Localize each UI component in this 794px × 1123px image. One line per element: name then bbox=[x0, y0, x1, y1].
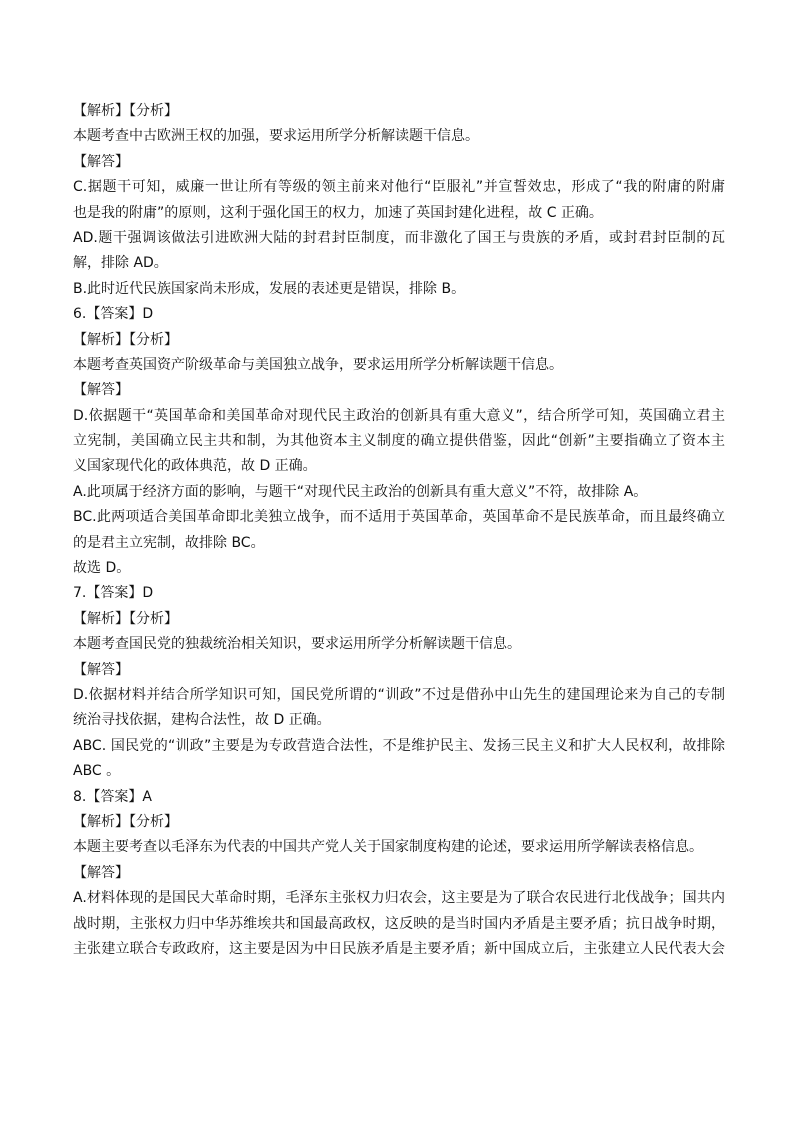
text-line: 【解答】 bbox=[73, 153, 129, 170]
text-line: 【解析】【分析】 bbox=[73, 103, 178, 119]
text-line: 【解析】【分析】 bbox=[73, 610, 178, 627]
text-line: ABC 。 bbox=[73, 763, 121, 780]
text-line: 也是我的附庸”的原则，这利于强化国王的权力，加速了英国封建化进程，故 C 正确。 bbox=[73, 204, 603, 221]
text-line: 战时期，主张权力归中华苏维埃共和国最高政权，这反映的是当时国内矛盾是主要矛盾；抗日战争时期， bbox=[73, 915, 725, 932]
text-line: 解，排除 AD。 bbox=[73, 255, 168, 272]
text-line: 【解答】 bbox=[73, 661, 129, 678]
text-line: 立宪制，美国确立民主共和制，为其他资本主义制度的确立提供借鉴，因此“创新”主要指确立了资本主 bbox=[73, 433, 725, 450]
text-line: 6.【答案】D bbox=[73, 306, 154, 323]
text-line: AD.题干强调该做法引进欧洲大陆的封君封臣制度，而非激化了国王与贵族的矛盾，或封君封臣制的瓦 bbox=[73, 229, 725, 246]
text-line: 本题考查国民党的独裁统治相关知识，要求运用所学分析解读题干信息。 bbox=[73, 636, 521, 653]
text-line: A.材料体现的是国民大革命时期，毛泽东主张权力归农会，这主要是为了联合农民进行北伐战争；国共内 bbox=[73, 890, 725, 907]
text-line: BC.此两项适合美国革命即北美独立战争，而不适用于英国革命，英国革命不是民族革命，而且最终确立 bbox=[73, 509, 725, 526]
text-line: 7.【答案】D bbox=[73, 585, 154, 602]
text-line: 本题考查英国资产阶级革命与美国独立战争，要求运用所学分析解读题干信息。 bbox=[73, 356, 563, 373]
text-line: 的是君主立宪制，故排除 BC。 bbox=[73, 534, 265, 551]
text-line: 主张建立联合专政政府，这主要是因为中日民族矛盾是主要矛盾；新中国成立后，主张建立人民代表大会 bbox=[73, 940, 725, 957]
text-line: B.此时近代民族国家尚未形成，发展的表述更是错误，排除 B。 bbox=[73, 280, 466, 297]
text-line: D.依据材料并结合所学知识可知，国民党所谓的“训政”不过是借孙中山先生的建国理论来为自己的专制 bbox=[73, 686, 725, 703]
text-line: ABC. 国民党的“训政”主要是为专政营造合法性，不是维护民主、发扬三民主义和扩大人民权利，故排除 bbox=[73, 737, 725, 754]
text-line: 统治寻找依据，建构合法性，故 D 正确。 bbox=[73, 712, 331, 729]
text-line: 故选 D。 bbox=[73, 560, 131, 577]
text-line: 【解答】 bbox=[73, 864, 129, 881]
text-line: 义国家现代化的政体典范，故 D 正确。 bbox=[73, 458, 317, 475]
text-line: 本题考查中古欧洲王权的加强，要求运用所学分析解读题干信息。 bbox=[73, 128, 479, 145]
text-line: 本题主要考查以毛泽东为代表的中国共产党人关于国家制度构建的论述，要求运用所学解读表格信息。 bbox=[73, 839, 703, 856]
text-line: 8.【答案】A bbox=[73, 788, 152, 805]
text-line: D.依据题干“英国革命和美国革命对现代民主政治的创新具有重大意义”，结合所学可知，英国确立君主 bbox=[73, 407, 725, 424]
text-line: A.此项属于经济方面的影响，与题干“对现代民主政治的创新具有重大意义”不符，故排除 A。 bbox=[73, 483, 648, 500]
document-body bbox=[73, 99, 725, 962]
text-line: 【解析】【分析】 bbox=[73, 813, 178, 830]
text-line: 【解答】 bbox=[73, 382, 129, 399]
text-line: 【解析】【分析】 bbox=[73, 331, 178, 348]
text-line: C.据题干可知，威廉一世让所有等级的领主前来对他行“臣服礼”并宣誓效忠，形成了“我的附庸的附庸 bbox=[73, 179, 725, 196]
